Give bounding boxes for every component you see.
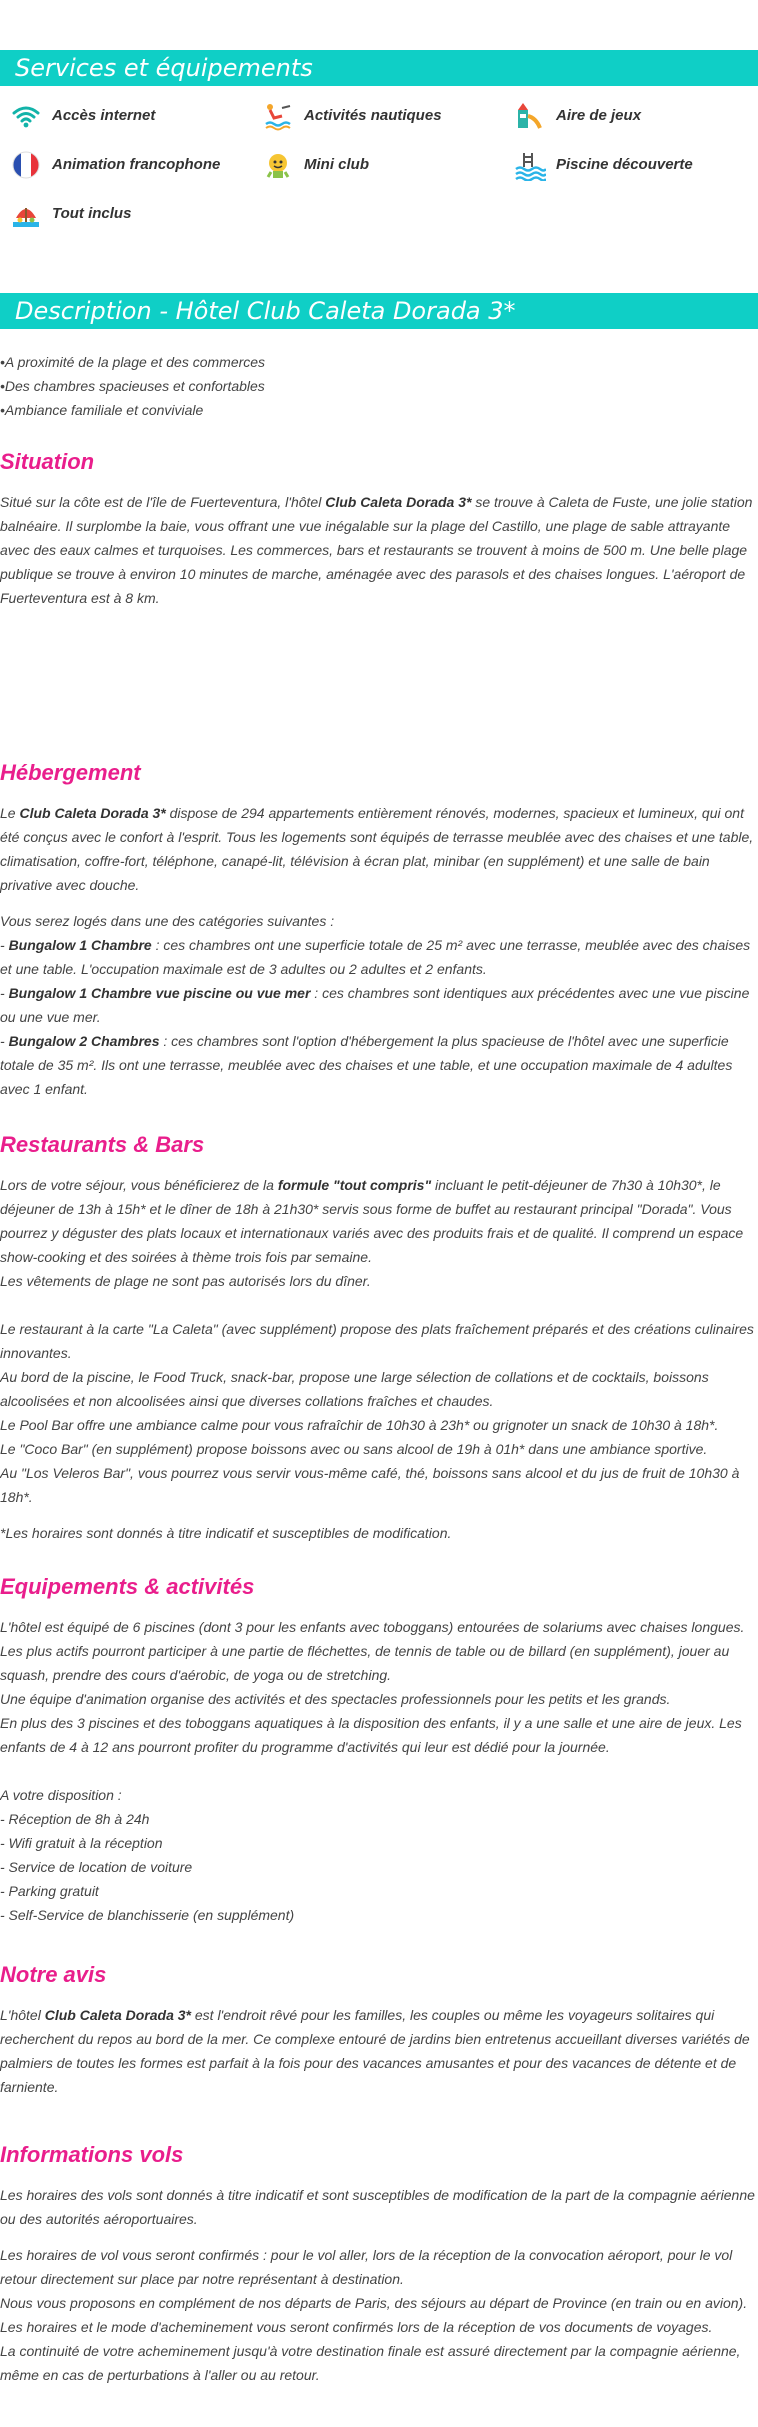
hotel-name: Club Caleta Dorada 3* [325,494,472,510]
service-item [10,96,155,136]
services-title: Services et équipements [15,54,313,82]
vols-title: Informations vols [0,2142,184,2167]
vols-text: Les horaires des vols sont donnés à titre indicatif et sont susceptibles de modification de la part de la compagnie aérienne ou des autorités aéroportuaires. Les horaires de vol vous seront confirmés : pour le vol aller, lors de la réception de la convocation aéroport, pour le vol retour directement sur place par notre représentant à destination. Nous vous proposons en complément de nos départs de Paris, des séjours au départ de Province (en train ou en avion). Les horaires et le mode d'acheminement vous seront confirmés lors de la réception de vos documents de voyages. La continuité de votre acheminement jusqu'à votre destination finale est assuré directement par la compagnie aérienne, même en cas de perturbations à l'aller ou au retour. [0,2187,755,2383]
water-sports-icon [262,100,294,132]
avis-title: Notre avis [0,1962,107,1987]
hebergement-text: Le Club Caleta Dorada 3* dispose de 294 appartements entièrement rénovés, modernes, spacieux et lumineux, qui ont été conçus avec le confort à l'esprit. Tous les logements sont équipés de terrasse meublée avec des chaises et une table, climatisation, coffre-fort, téléphone, canapé-lit, télévision à écran plat, minibar (en supplément) et une salle de bain privative avec douche. Vous serez logés dans une des catégories suivantes : - Bungalow 1 Chambre : ces chambres ont une superficie totale de 25 m² avec une terrasse, meublée avec des chaises et une table. L'occupation maximale est de 3 adultes ou 2 adultes et 2 enfants. - Bungalow 1 Chambre vue piscine ou vue mer : ces chambres sont identiques aux précédentes avec une vue piscine ou une vue mer. - Bungalow 2 Chambres : ces chambres sont l'option d'hébergement la plus spacieuse de l'hôtel avec une superficie totale de 35 m². Ils ont une terrasse, meublée avec des chaises et une table, et une occupation maximale de 4 adultes avec 1 enfant. [0,805,754,1097]
room-category: Bungalow 1 Chambre [8,937,152,953]
hotel-name: Club Caleta Dorada 3* [19,805,166,821]
avis-text: L'hôtel Club Caleta Dorada 3* est l'endroit rêvé pour les familles, les couples ou même les voyageurs solitaires qui recherchent du repos au bord de la mer. Ce complexe entouré de jardins bien entretenus accueillant diverses variétés de palmiers de toutes les formes est parfait à la fois pour des vacances amusantes et pour des vacances de détente et de farniente. [0,2007,750,2095]
bullet-item: •A proximité de la plage et des commerces [0,354,266,370]
restaurants-title: Restaurants & Bars [0,1132,205,1157]
room-category: Bungalow 2 Chambres [8,1033,160,1049]
hours-note: *Les horaires sont donnés à titre indicatif et susceptibles de modification. [0,1525,452,1541]
service-label: Tout inclus [52,205,132,222]
service-item [514,145,693,185]
description-title: Description - Hôtel Club Caleta Dorada 3* [15,297,516,325]
situation-title: Situation [0,449,95,474]
service-label: Aire de jeux [556,107,642,124]
equipements-text: L'hôtel est équipé de 6 piscines (dont 3 pour les enfants avec toboggans) entourées de solariums avec chaises longues. Les plus actifs pourront participer à une partie de fléchettes, de tennis de table ou de billard (en supplément), jouer au squash, prendre des cours d'aérobic, de yoga ou de stretching. Une équipe d'animation organise des activités et des spectacles professionnels pour les petits et les grands. En plus des 3 piscines et des toboggans aquatiques à la disposition des enfants, il y a une salle et une aire de jeux. Les enfants de 4 à 12 ans pourront profiter du programme d'activités qui leur est dédié pour la journée. A votre disposition : - Réception de 8h à 24h - Wifi gratuit à la réception - Service de location de voiture - Parking gratuit - Self-Service de blanchisserie (en supplément) [0,1615,758,1927]
all-inclusive-icon [10,198,42,230]
dispo-item: - Wifi gratuit à la réception [0,1835,163,1851]
service-item [10,145,220,185]
dispo-item: - Parking gratuit [0,1883,99,1899]
formula-label: formule "tout compris" [277,1177,432,1193]
hotel-name: Club Caleta Dorada 3* [44,2007,191,2023]
hebergement-title: Hébergement [0,760,141,785]
bullet-item: •Ambiance familiale et conviviale [0,402,204,418]
wifi-icon [10,100,42,132]
dispo-item: - Réception de 8h à 24h [0,1811,150,1827]
equipements-title: Equipements & activités [0,1574,255,1599]
playground-icon [514,100,546,132]
room-category: Bungalow 1 Chambre vue piscine ou vue mer [8,985,311,1001]
service-label: Animation francophone [52,156,221,173]
service-item [514,96,641,136]
service-item [10,194,131,234]
dispo-item: - Service de location de voiture [0,1859,193,1875]
bullet-item: •Des chambres spacieuses et confortables [0,378,265,394]
service-label: Accès internet [52,107,156,124]
restaurants-text: Lors de votre séjour, vous bénéficierez de la formule "tout compris" incluant le petit-déjeuner de 7h30 à 10h30*, le déjeuner de 13h à 15h* et le dîner de 18h à 21h30* servis sous forme de buffet au restaurant principal "Dorada". Vous pourrez y déguster des plats locaux et internationaux variés avec des produits frais et de qualité. Il comprend un espace show-cooking et des soirées à thème trois fois par semaine. Les vêtements de plage ne sont pas autorisés lors du dîner. Le restaurant à la carte "La Caleta" (avec supplément) propose des plats fraîchement préparés et des créations culinaires innovantes. Au bord de la piscine, le Food Truck, snack-bar, propose une large sélection de collations et de cocktails, boissons alcoolisées et non alcoolisées ainsi que diverses collations fraîches et chaudes. Le Pool Bar offre une ambiance calme pour vous rafraîchir de 10h30 à 23h* ou grignoter un snack de 10h30 à 18h*. Le "Coco Bar" (en supplément) propose boissons avec ou sans alcool de 19h à 01h* dans une ambiance sportive. Au "Los Veleros Bar", vous pourrez vous servir vous-même café, thé, boissons sans alcool et du jus de fruit de 10h30 à 18h*. *Les horaires sont donnés à titre indicatif et susceptibles de modification. [0,1173,758,1545]
service-item [262,96,442,136]
situation-text: Situé sur la côte est de l'île de Fuerteventura, l'hôtel Club Caleta Dorada 3* se trouve à Caleta de Fuste, une jolie station balnéaire. Il surplombe la baie, vous offrant une vue inégalable sur la plage del Castillo, une plage de sable attrayante avec des eaux calmes et turquoises. Les commerces, bars et restaurants se trouvent à moins de 500 m. Une belle plage publique se trouve à environ 10 minutes de marche, aménagée avec des parasols et des chaises longues. L'aéroport de Fuerteventura est à 8 km. [0,494,753,606]
mini-club-icon [262,149,294,181]
dispo-item: - Self-Service de blanchisserie (en supplément) [0,1907,295,1923]
services-header [0,50,758,86]
description-header [0,293,758,329]
service-item [262,145,369,185]
service-label: Piscine découverte [556,156,693,173]
description-bullets [0,350,265,422]
pool-icon [514,149,546,181]
service-label: Mini club [304,156,369,173]
service-label: Activités nautiques [304,107,442,124]
french-flag-icon [10,149,42,181]
